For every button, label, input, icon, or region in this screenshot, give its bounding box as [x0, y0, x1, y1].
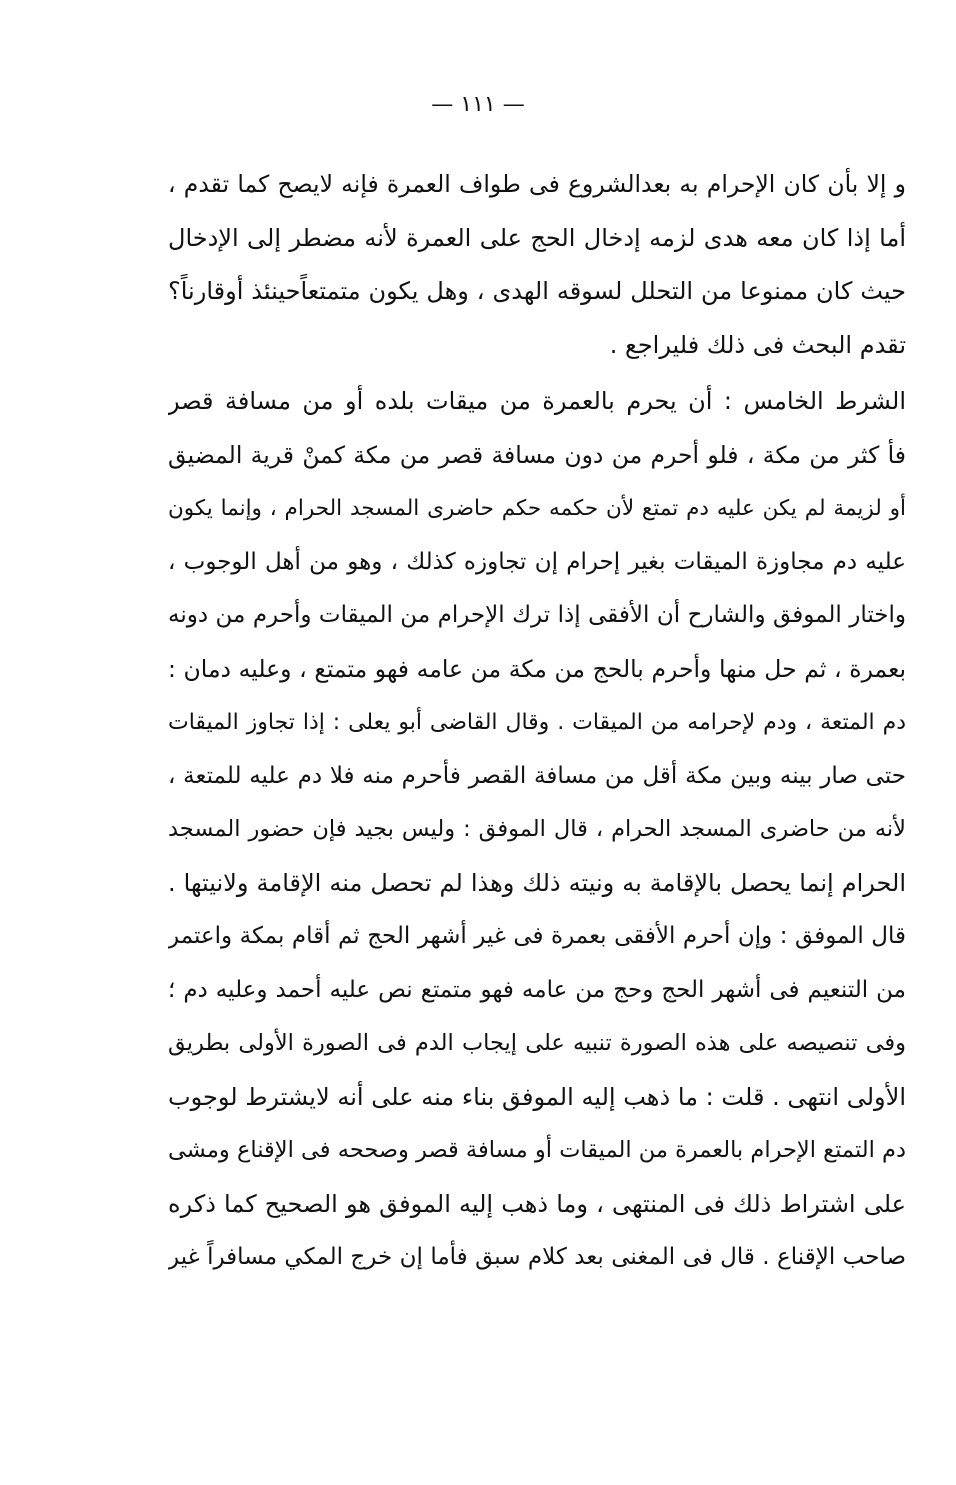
text-line: فأ كثر من مكة ، فلو أحرم من دون مسافة قصر من مكة كمنْ قرية المضيق	[168, 440, 906, 469]
text-line: حتى صار بينه وبين مكة أقل من مسافة القصر فأحرم منه فلا دم عليه للمتعة ،	[168, 762, 906, 789]
text-line: من التنعيم فى أشهر الحج وحج من عامه فهو متمتع نص عليه أحمد وعليه دم ؛	[168, 976, 906, 1003]
text-line: الشرط الخامس : أن يحرم بالعمرة من ميقات بلده أو من مسافة قصر	[168, 387, 906, 415]
body-text	[168, 158, 906, 1285]
text-line: الأولى انتهى . قلت : ما ذهب إليه الموفق بناء منه على أنه لايشترط لوجوب	[168, 1082, 906, 1111]
page-number: — ١١١ —	[431, 92, 525, 117]
text-line: الحرام إنما يحصل بالإقامة به ونيته ذلك وهذا لم تحصل منه الإقامة ولانيتها .	[168, 868, 906, 897]
text-line: وفى تنصيصه على هذه الصورة تنبيه على إيجاب الدم فى الصورة الأولى بطريق	[168, 1030, 906, 1056]
text-line: حيث كان ممنوعا من التحلل لسوقه الهدى ، وهل يكون متمتعاًحينئذ أوقارناً؟	[168, 277, 906, 305]
text-line: لأنه من حاضرى المسجد الحرام ، قال الموفق : وليس بجيد فإن حضور المسجد	[168, 816, 906, 842]
text-line: بعمرة ، ثم حل منها وأحرم بالحج من مكة من عامه فهو متمتع ، وعليه دمان :	[168, 654, 906, 683]
text-line: قال الموفق : وإن أحرم الأفقى بعمرة فى غير أشهر الحج ثم أقام بمكة واعتمر	[168, 923, 906, 949]
text-line: أو لزيمة لم يكن عليه دم تمتع لأن حكمه حكم حاضرى المسجد الحرام ، وإنما يكون	[168, 496, 906, 521]
text-line: دم التمتع الإحرام بالعمرة من الميقات أو مسافة قصر وصححه فى الإقناع ومشى	[168, 1137, 906, 1163]
text-line: واختار الموفق والشارح أن الأفقى إذا ترك الإحرام من الميقات وأحرم من دونه	[168, 602, 906, 628]
text-line: صاحب الإقناع . قال فى المغنى بعد كلام سبق فأما إن خرج المكي مسافراً غير	[168, 1244, 906, 1270]
text-line: دم المتعة ، ودم لإحرامه من الميقات . وقال القاضى أبو يعلى : إذا تجاوز الميقات	[168, 710, 906, 735]
text-line: على اشتراط ذلك فى المنتهى ، وما ذهب إليه الموفق هو الصحيح كما ذكره	[168, 1189, 906, 1218]
text-line: و إلا بأن كان الإحرام به بعدالشروع فى طواف العمرة فإنه لايصح كما تقدم ،	[168, 170, 906, 198]
text-line: تقدم البحث فى ذلك فليراجع .	[609, 330, 906, 359]
text-line: عليه دم مجاوزة الميقات بغير إحرام إن تجاوزه كذلك ، وهو من أهل الوجوب ،	[168, 548, 906, 575]
text-line: أما إذا كان معه هدى لزمه إدخال الحج على العمرة لأنه مضطر إلى الإدخال	[168, 223, 906, 252]
